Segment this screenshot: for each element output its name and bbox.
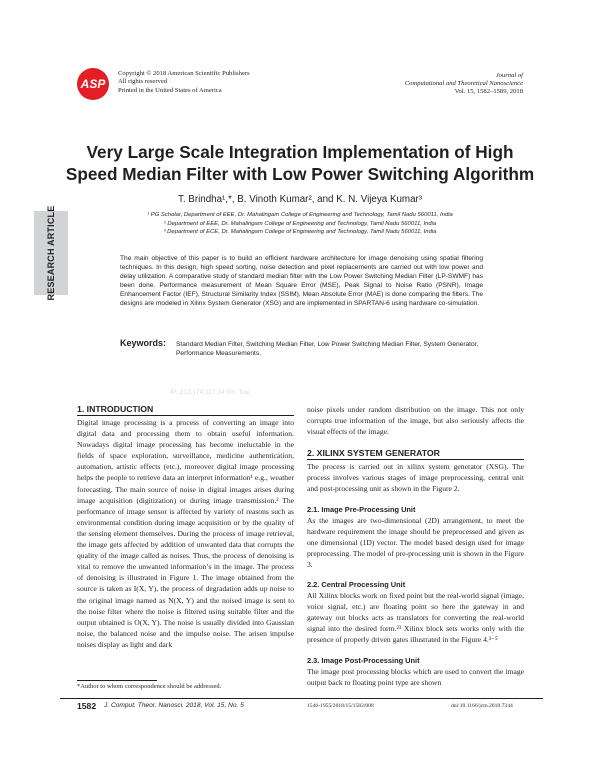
intro-continuation: noise pixels under random distribution on the image. This not only corrupts true information of the image, but also seriously affects the visual effects of the image.	[307, 405, 524, 437]
journal-citation: J. Comput. Theor. Nanosci. 2018, Vol. 15, No. 5	[104, 702, 244, 709]
right-column	[307, 404, 524, 688]
publisher-logo: ASP	[77, 68, 109, 100]
copyright-line: Copyright © 2018 American Scientific Publishers	[118, 70, 250, 77]
section-tab-label: RESEARCH ARTICLE	[46, 205, 56, 301]
printed-line: Printed in the United States of America	[118, 86, 222, 94]
title-line-1: Very Large Scale Integration Implementation of High	[86, 142, 514, 162]
heading-rule	[77, 415, 294, 416]
doi: doi:10.1166/jctn.2018.7344	[451, 703, 513, 709]
central-processing-heading: 2.2. Central Processing Unit	[307, 580, 406, 590]
central-processing-text: All Xilinx blocks work on fixed point but the real-world signal (image, voice signal, etc.) are floating point so here the gateway in and gateway out blocks acts as translators for converting the real-world signal into the desired form.²³ Xilinx block sets works only with the presence of properly driven gates illustrated in the Figure 4.³⁻⁵	[307, 591, 524, 645]
journal-of: Journal of	[495, 72, 523, 79]
copyright-block	[118, 70, 250, 95]
abstract: The main objective of this paper is to build an efficient hardware architecture for image denoising using spatial filtering techniques. In this design, high speed sorting, noise detection and pixel replacements are carried out with low power and delay utilization. A comparative study of standard median filter with the Low Power Switching Median Filter (LP-SWMF) has been done. Performance measurement of Mean Square Error (MSE), Peak Signal to Noise Ratio (PSNR), Image Enhancement Factor (IEF), Structural Similarity Index (SSIM), Mean Absolute Error (MAE) is done comparing the filters. The designs are modeled in Xilinx System Generator (XSG) and are implemented in SPARTAN-6 using hardware co-simulation.	[120, 255, 483, 307]
heading-rule	[307, 459, 524, 460]
affiliations	[60, 211, 540, 237]
introduction-text: Digital image processing is a process of converting an image into digital data and processing them to obtain useful information. Nowadays digital image processing has become ineluctable in the fields of space exploration, surveillance, medicine authentication, automation, artistic effects (etc.), moreover digital image processing helps the people to retrieve data an interpret information¹ e.g., weather forecasting. The main source of noise in digital images arises during image acquisition (digitization) or during image transmission.² The performance of image sensor is affected by variety of reasons such as environmental condition during image acquisition or by the quality of the sensing element themselves. During the process of image retrieval, the image gets affected by addition of unwanted data that corrupts the quality of the image called as noises. Thus, the process of denoising is vital to remove the unwanted information’s in the image. The process of denoising is illustrated in Figure 1. The image obtained from the source is taken as I(X, Y), the process of degradation adds up noise to the original image named as N(X, Y) and the noised image is sent to the noise filter where the noise is filtered using suitable filter and the output obtained is O(X, Y). The noise is usually divided into Gaussian noise, the balanced noise and the impulse noise. The arisen impulse noises display as light and dark	[77, 418, 294, 649]
journal-header	[405, 72, 523, 97]
footer-rule	[60, 698, 543, 699]
xilinx-heading: 2. XILINX SYSTEM GENERATOR	[307, 448, 440, 459]
author-list: T. Brindha¹,*, B. Vinoth Kumar², and K. N. Vijeya Kumar³	[177, 194, 423, 205]
section-tab	[34, 205, 68, 301]
title-line-2: Speed Median Filter with Low Power Switching Algorithm	[65, 164, 535, 184]
journal-volume: Vol. 15, 1582–1589, 2018	[454, 88, 523, 96]
issn: 1546-1955/2018/15/1582/008	[307, 703, 374, 709]
rights-line: All rights reserved	[118, 78, 168, 86]
footnote-rule	[77, 680, 157, 681]
post-processing-heading: 2.3. Image Post-Processing Unit	[307, 655, 420, 665]
journal-name: Computational and Theoretical Nanoscience	[404, 80, 523, 88]
keywords-label: Keywords:	[120, 338, 167, 348]
affiliation-1: ¹ PG Scholar, Department of EEE, Dr. Mahalingam College of Engineering and Technology, Tamil Nadu 560011, India	[147, 212, 453, 218]
post-processing-text: The image post processing blocks which are used to convert the image output back to floating point type are shown	[307, 666, 524, 687]
ip-watermark: IP: 212.174.117.34 On: Tue	[170, 389, 250, 396]
xilinx-text: The process is carried out in xilinx system generator (XSG). The process involves various stages of image preprocessing, central unit and post-processing unit as shown in the Figure 2.	[307, 462, 524, 494]
pre-processing-text: As the images are two-dimensional (2D) arrangement, to meet the hardware requirement the image should be preprocessed and given as one dimensional (1D) vector. The model based design used for image preprocessing. The model of pre-processing unit is shown in the Figure 3.	[307, 515, 524, 569]
introduction-heading: 1. INTRODUCTION	[77, 404, 154, 414]
paper-title	[60, 141, 540, 185]
left-column	[77, 404, 294, 650]
affiliation-3: ³ Department of ECE, Dr. Mahalingam College of Engineering and Technology, Tamil Nadu 560011, India	[163, 229, 437, 236]
page-number: 1582	[77, 701, 97, 711]
pre-processing-heading: 2.1. Image Pre-Processing Unit	[307, 504, 416, 514]
correspondence-footnote: *Author to whom correspondence should be addressed.	[77, 683, 222, 690]
keywords-text: Standard Median Filter, Switching Median Filter, Low Power Switching Median Filter, System Generator, Performance Measurements.	[176, 341, 479, 357]
affiliation-2: ² Department of EEE, Dr. Mahalingam College of Engineering and Technology, Tamil Nadu 560011, India	[163, 220, 437, 227]
